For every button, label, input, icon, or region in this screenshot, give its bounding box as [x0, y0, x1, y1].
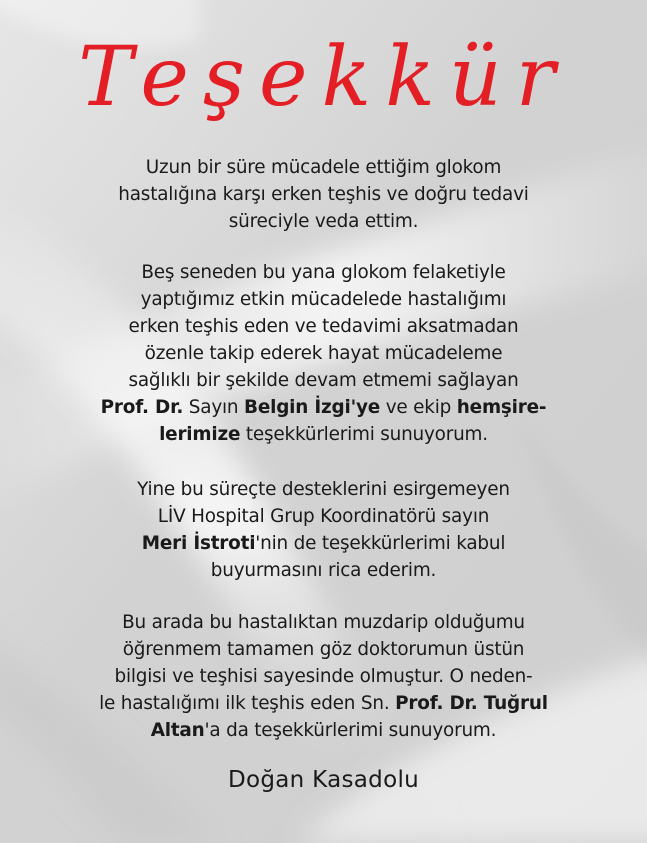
text-segment: teşekkürlerimi sunuyorum. [240, 424, 488, 445]
text-segment: 'a da teşekkürlerimi sunuyorum. [204, 720, 497, 741]
paragraph-3-line-4: buyurmasını rica ederim. [210, 560, 437, 581]
paragraph-3-line-2: LİV Hospital Grup Koordinatörü sayın [157, 506, 490, 527]
text-segment: ve ekip [380, 397, 457, 418]
text-segment: Sayın [183, 397, 245, 418]
paragraph-4-line-1: Bu arada bu hastalıktan muzdarip olduğumu [122, 612, 525, 633]
paragraph-4 [40, 609, 607, 744]
doctor-title: Prof. Dr. [100, 397, 184, 418]
text-segment: le hastalığımı ilk teşhis eden Sn. [99, 693, 396, 714]
paragraph-4-line-5 [40, 717, 607, 744]
doctor-name-part-2: Altan [150, 720, 205, 741]
paragraph-2-line-2: yaptığımız etkin mücadelede hastalığımı [140, 289, 507, 310]
paragraph-3-line-3 [40, 530, 607, 557]
paragraph-4-line-3: bilgisi ve teşhisi sayesinde olmuştur. O neden- [114, 666, 533, 687]
paragraph-1-line-3: süreciyle veda ettim. [228, 211, 419, 232]
text-segment: 'nin de teşekkürlerimi kabul [255, 533, 506, 554]
coordinator-name: Meri İstroti [141, 533, 256, 554]
paragraph-1-line-2: hastalığına karşı erken teşhis ve doğru tedavi [118, 184, 529, 205]
paragraph-4-line-4 [40, 690, 607, 717]
paragraph-2-line-7 [40, 421, 607, 448]
team-word-part-2: lerimize [159, 424, 241, 445]
paragraph-3-line-1: Yine bu süreçte desteklerini esirgemeyen [137, 479, 510, 500]
paragraph-4-line-2: öğrenmem tamamen göz doktorumun üstün [122, 639, 525, 660]
paragraph-2-line-5: sağlıklı bir şekilde devam etmemi sağlayan [128, 370, 519, 391]
paragraph-1-line-1: Uzun bir süre mücadele ettiğim glokom [145, 157, 502, 178]
team-word-part-1: hemşire- [456, 397, 547, 418]
signature: Doğan Kasadolu [227, 767, 420, 793]
paragraph-2-line-3: erken teşhis eden ve tedavimi aksatmadan [128, 316, 519, 337]
paragraph-2 [40, 259, 607, 448]
paragraph-2-line-4: özenle takip ederek hayat mücadeleme [144, 343, 503, 364]
paragraph-3 [40, 476, 607, 584]
doctor-name-part-1: Prof. Dr. Tuğrul [395, 693, 548, 714]
paragraph-2-line-6 [40, 394, 607, 421]
letter-title: Teşekkür [78, 30, 569, 125]
paragraph-2-line-1: Beş seneden bu yana glokom felaketiyle [141, 262, 506, 283]
paragraph-1 [40, 154, 607, 235]
doctor-name: Belgin İzgi'ye [244, 397, 381, 418]
